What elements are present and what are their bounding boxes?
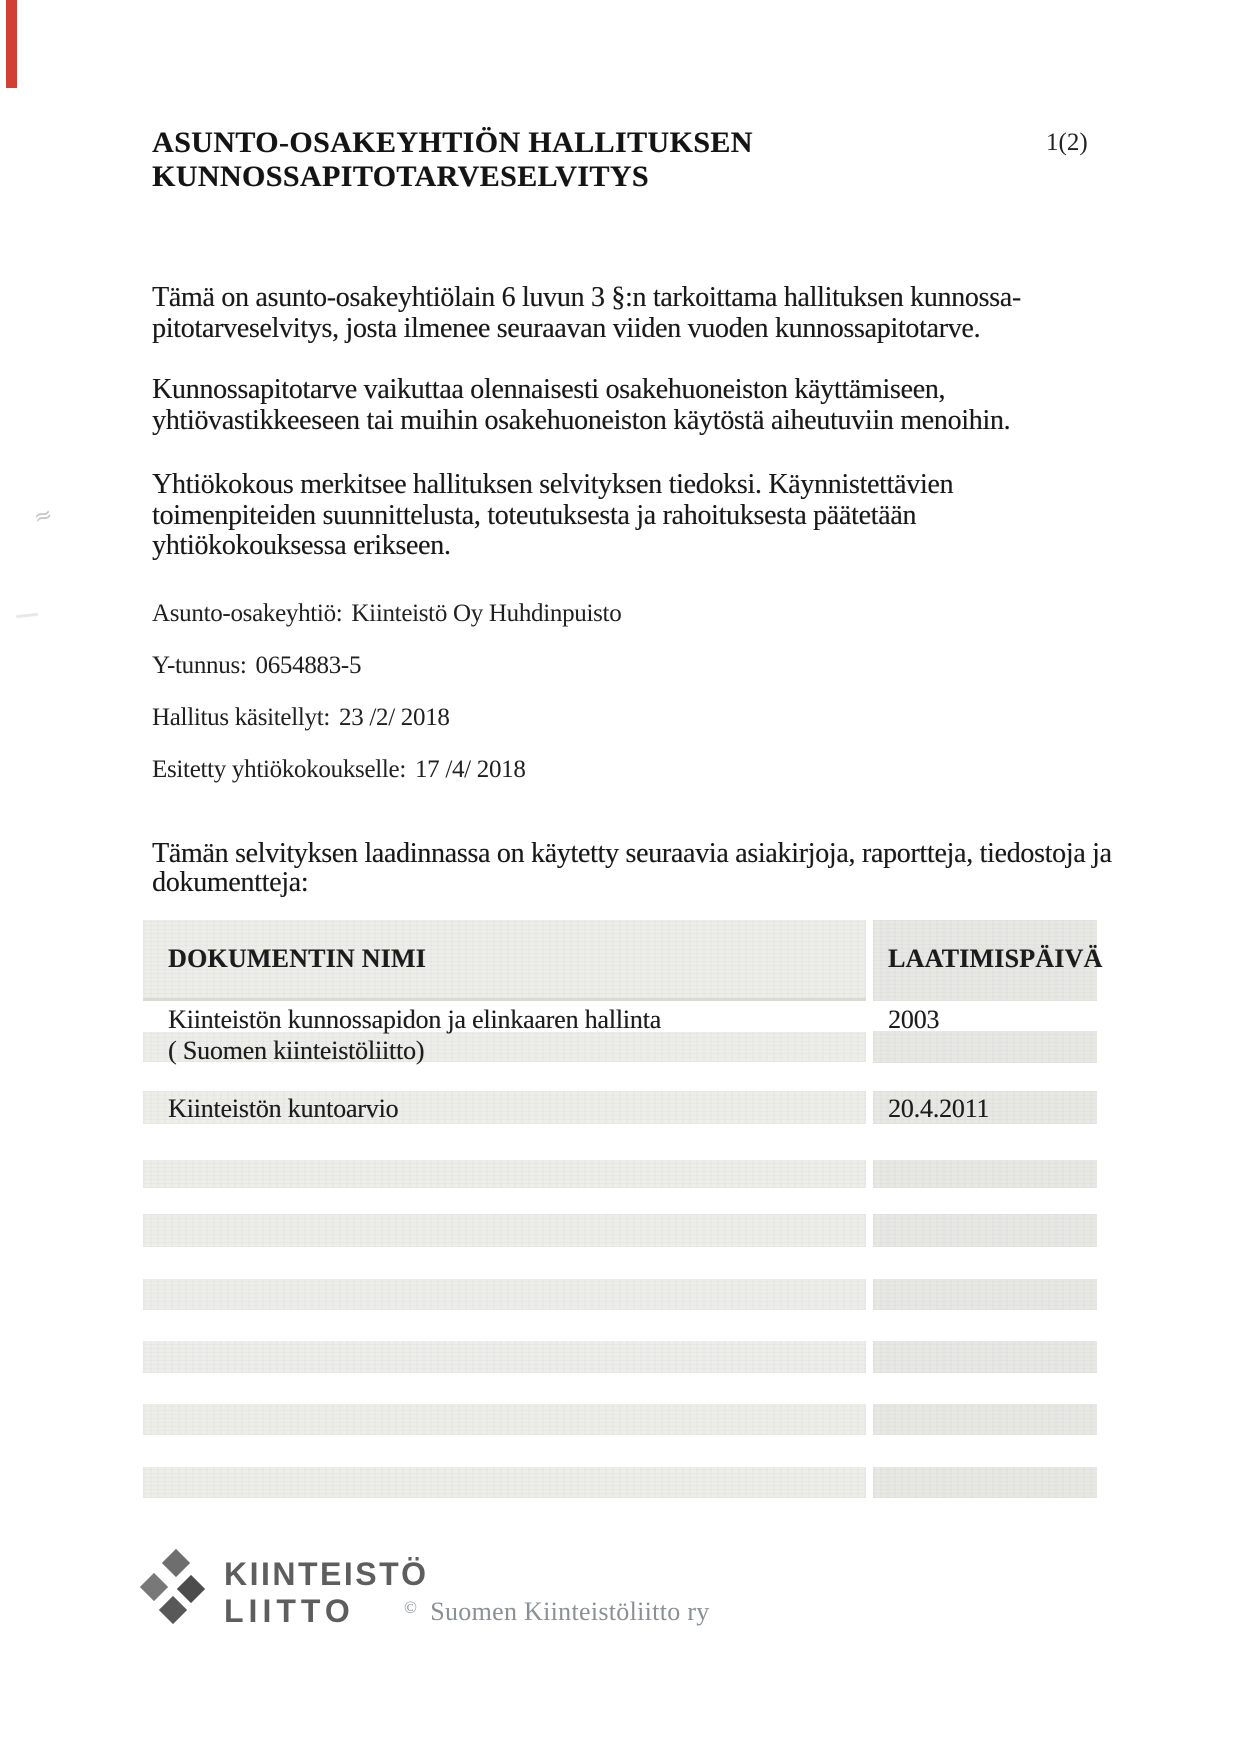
table-row-date: 20.4.2011 — [888, 1094, 990, 1123]
field-value: 17 /4/ 2018 — [414, 756, 526, 783]
table-empty-row — [0, 1279, 1240, 1310]
paragraph-line: toimenpiteiden suunnittelusta, toteutuksesta ja rahoituksesta päätetään — [152, 499, 917, 531]
column-header-document-name: DOKUMENTIN NIMI — [168, 944, 426, 973]
document-title — [152, 126, 753, 194]
logo-diamond-icon — [177, 1575, 205, 1603]
kiinteistoliitto-logo-icon — [141, 1551, 209, 1625]
field-board-handled-date — [152, 704, 450, 732]
field-housing-company — [152, 600, 621, 628]
table-empty-row — [0, 1160, 1240, 1188]
table-row: Kiinteistön kuntoarvio — [168, 1094, 399, 1123]
paragraph-purpose — [152, 283, 1021, 344]
table-empty-cell-left — [143, 1341, 866, 1373]
logo-wordmark-line2: LIITTO — [224, 1593, 355, 1629]
field-value: 0654883-5 — [255, 652, 362, 679]
logo-diamond-icon — [159, 1596, 187, 1624]
field-value: 23 /2/ 2018 — [339, 704, 450, 731]
table-empty-row — [0, 1404, 1240, 1435]
paragraph-line: yhtiövastikkeeseen tai muihin osakehuoneiston käytöstä aiheutuviin menoihin. — [152, 404, 1011, 436]
field-label: Y-tunnus: — [152, 652, 247, 679]
paragraph-line: Yhtiökokous merkitsee hallituksen selvityksen tiedoksi. Käynnistettävien — [152, 469, 954, 500]
field-label: Hallitus käsitellyt: — [152, 704, 331, 731]
document-title-line1: ASUNTO-OSAKEYHTIÖN HALLITUKSEN — [152, 126, 753, 159]
column-header-date-created: LAATIMISPÄIVÄ — [888, 944, 1103, 973]
page-number: 1(2) — [1046, 129, 1088, 156]
table-cell-right — [873, 1031, 1097, 1063]
table-row-date: 2003 — [888, 1005, 940, 1034]
paragraph-impact — [152, 375, 1010, 436]
field-presented-to-meeting-date — [152, 756, 526, 784]
copyright-text: Suomen Kiinteistöliitto ry — [430, 1597, 710, 1626]
paragraph-line: Kunnossapitotarve vaikuttaa olennaisesti osakehuoneiston käyttämiseen, — [152, 374, 946, 405]
paragraph-line: dokumentteja: — [152, 867, 309, 898]
table-empty-cell-left — [143, 1279, 866, 1310]
table-row: Kiinteistön kunnossapidon ja elinkaaren hallinta — [168, 1005, 661, 1034]
paragraph-line: Tämän selvityksen laadinnassa on käytetty seuraavia asiakirjoja, raportteja, tiedostoja ja — [152, 838, 1112, 869]
table-row-secondary-line: ( Suomen kiinteistöliitto) — [168, 1036, 425, 1065]
logo-diamond-icon — [140, 1573, 168, 1601]
scan-dash-mark — [16, 613, 38, 618]
scan-smudge-mark: ≈ — [30, 501, 56, 532]
paragraph-line: yhtiökokouksessa erikseen. — [152, 530, 451, 561]
table-empty-cell-left — [143, 1214, 866, 1247]
table-empty-row — [0, 1341, 1240, 1373]
copyright-line — [404, 1597, 710, 1627]
paragraph-line: Tämä on asunto-osakeyhtiölain 6 luvun 3 §:n tarkoittama hallituksen kunnossa- — [152, 282, 1021, 313]
logo-diamond-icon — [162, 1549, 190, 1577]
table-empty-cell-right — [873, 1404, 1097, 1435]
scanner-red-mark — [6, 0, 17, 88]
table-empty-row — [0, 1467, 1240, 1498]
table-empty-cell-left — [143, 1404, 866, 1435]
paragraph-documents-intro — [152, 839, 1112, 897]
document-title-line2: KUNNOSSAPITOTARVESELVITYS — [152, 160, 649, 193]
paragraph-line: pitotarveselvitys, josta ilmenee seuraavan viiden vuoden kunnossapitotarve. — [152, 312, 981, 344]
field-label: Asunto-osakeyhtiö: — [152, 600, 343, 627]
table-empty-cell-right — [873, 1341, 1097, 1373]
paragraph-meeting — [152, 470, 953, 562]
field-label: Esitetty yhtiökokoukselle: — [152, 756, 406, 783]
field-value: Kiinteistö Oy Huhdinpuisto — [351, 600, 622, 627]
table-empty-row — [0, 1214, 1240, 1247]
table-empty-cell-right — [873, 1279, 1097, 1310]
table-empty-cell-right — [873, 1160, 1097, 1188]
table-empty-cell-right — [873, 1467, 1097, 1498]
copyright-symbol: © — [404, 1598, 418, 1617]
field-business-id — [152, 652, 361, 680]
logo-wordmark-line1: KIINTEISTÖ — [224, 1556, 429, 1592]
table-empty-cell-left — [143, 1467, 866, 1498]
table-empty-cell-left — [143, 1160, 866, 1188]
table-empty-cell-right — [873, 1214, 1097, 1247]
